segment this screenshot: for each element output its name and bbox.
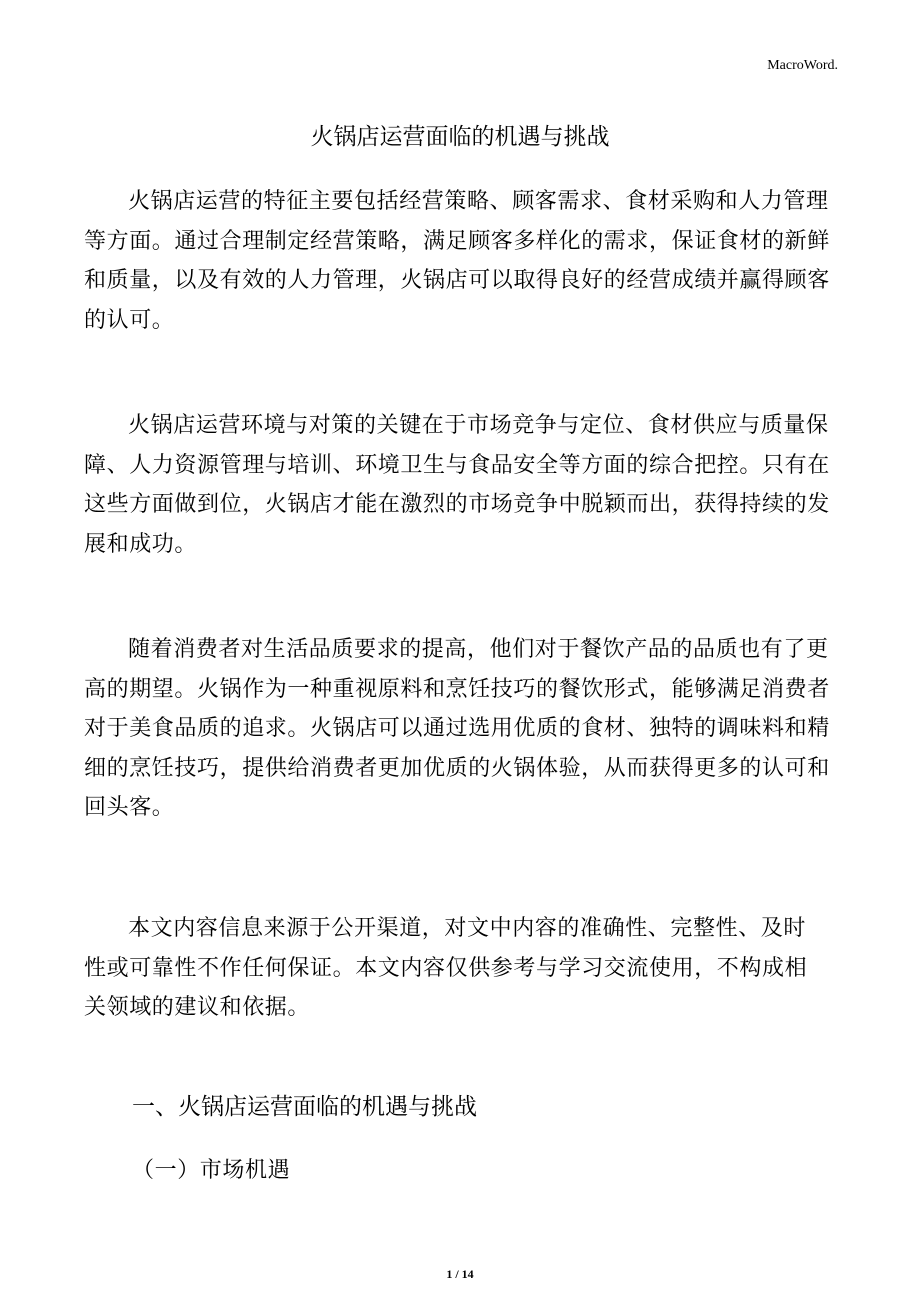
paragraph-consumer-demand: 随着消费者对生活品质要求的提高，他们对于餐饮产品的品质也有了更高的期望。火锅作为一种重视原料和烹饪技巧的餐饮形式，能够满足消费者对于美食品质的追求。火锅店可以通过选用优质的食材、独特的调味料和精细的烹饪技巧，提供给消费者更加优质的火锅体验，从而获得更多的认可和回头客。 <box>84 637 830 820</box>
paragraph-environment: 火锅店运营环境与对策的关键在于市场竞争与定位、食材供应与质量保障、人力资源管理与培训、环境卫生与食品安全等方面的综合把控。只有在这些方面做到位，火锅店才能在激烈的市场竞争中脱颖而出，获得持续的发展和成功。 <box>84 413 830 557</box>
page-number: 1 / 14 <box>446 1267 474 1281</box>
document-title: 火锅店运营面临的机遇与挑战 <box>310 124 610 150</box>
header-brand: MacroWord. <box>767 58 838 73</box>
paragraph-disclaimer: 本文内容信息来源于公开渠道，对文中内容的准确性、完整性、及时性或可靠性不作任何保证。本文内容仅供参考与学习交流使用，不构成相关领域的建议和依据。 <box>84 916 808 1020</box>
section-heading: 一、火锅店运营面临的机遇与挑战 <box>132 1094 477 1120</box>
subsection-heading: （一）市场机遇 <box>132 1158 291 1183</box>
paragraph-intro: 火锅店运营的特征主要包括经营策略、顾客需求、食材采购和人力管理等方面。通过合理制定经营策略，满足顾客多样化的需求，保证食材的新鲜和质量，以及有效的人力管理，火锅店可以取得良好的经营成绩并赢得顾客的认可。 <box>84 189 830 333</box>
